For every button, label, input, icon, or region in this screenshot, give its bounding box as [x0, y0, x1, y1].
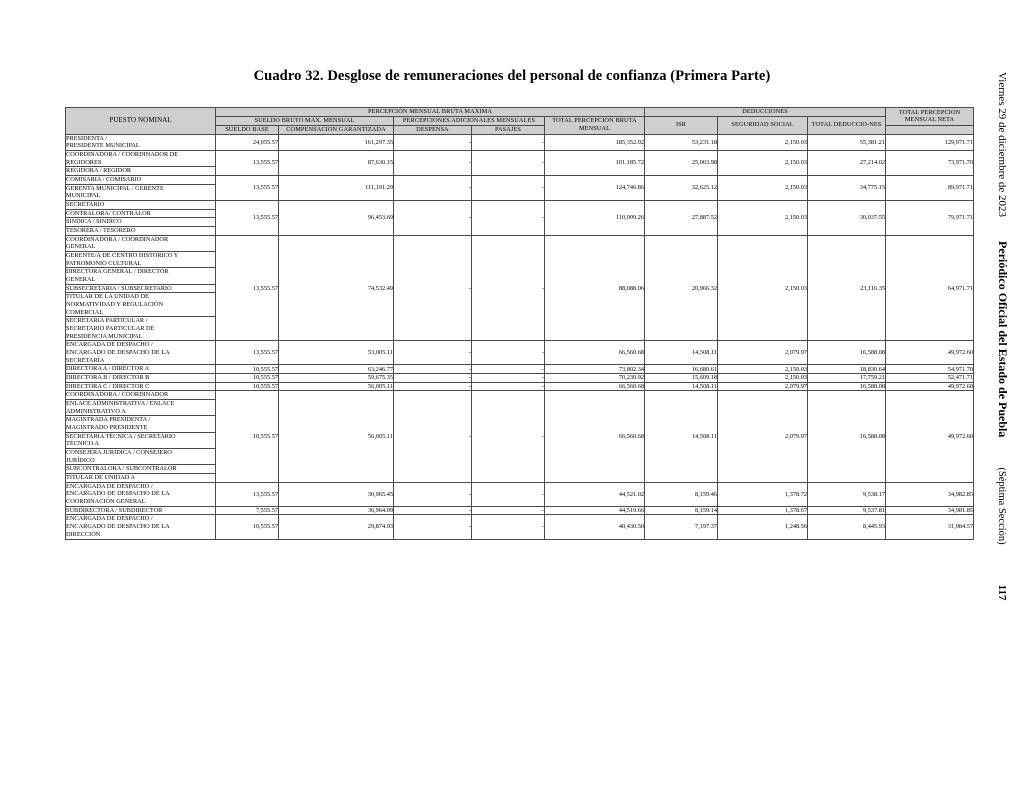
cell-compensacion-garantizada: 53,005.11	[279, 341, 394, 365]
cell-total-percepcion-bruta: 70,230.92	[545, 374, 645, 383]
cell-sueldo-base: 10,555.57	[216, 391, 279, 482]
cell-isr: 8,159.46	[645, 482, 718, 506]
cell-puesto-nominal: COMISARIA / COMISARIO	[66, 175, 216, 184]
table-header	[66, 108, 974, 135]
cell-total-percepcion-neta: 54,971.70	[886, 365, 974, 374]
cell-compensacion-garantizada: 59,675.35	[279, 374, 394, 383]
remuneration-table-container	[65, 107, 973, 540]
cell-isr: 16,680.61	[645, 365, 718, 374]
table-row	[66, 374, 974, 383]
cell-isr: 32,625.12	[645, 175, 718, 200]
cell-total-percepcion-neta: 49,972.60	[886, 382, 974, 391]
cell-total-deducciones: 17,759.21	[808, 374, 886, 383]
cell-total-percepcion-neta: 73,971.70	[886, 150, 974, 175]
cell-puesto-nominal: GERENTA MUNICIPAL / GERENTE MUNICIPAL	[66, 184, 216, 200]
cell-total-percepcion-bruta: 185,352.92	[545, 134, 645, 150]
cell-despensa: -	[394, 391, 472, 482]
margin-date: Viernes 29 de diciembre de 2023	[996, 72, 1008, 218]
cell-compensacion-garantizada: 96,453.69	[279, 200, 394, 235]
header-total-percepcion-neta: TOTAL PERCEPCION MENSUAL NETA	[886, 108, 974, 126]
cell-total-percepcion-neta: 52,471.71	[886, 374, 974, 383]
cell-pasajes: -	[472, 134, 545, 150]
header-compensacion-garantizada: COMPENSACION GARANTIZADA	[279, 125, 394, 134]
cell-total-percepcion-bruta: 40,430.50	[545, 515, 645, 539]
cell-seguridad-social: 2,079.97	[718, 341, 808, 365]
cell-pasajes: -	[472, 515, 545, 539]
cell-seguridad-social: 2,150.03	[718, 235, 808, 341]
cell-total-percepcion-bruta: 66,560.68	[545, 341, 645, 365]
cell-total-deducciones: 8,445.93	[808, 515, 886, 539]
margin-section: (Séptima Sección)	[996, 467, 1007, 545]
cell-total-percepcion-neta: 34,981.85	[886, 506, 974, 515]
table-row	[66, 515, 974, 539]
cell-puesto-nominal: TESORERA / TESORERO	[66, 226, 216, 235]
cell-despensa: -	[394, 200, 472, 235]
cell-total-percepcion-neta: 34,982.85	[886, 482, 974, 506]
cell-total-percepcion-bruta: 44,519.66	[545, 506, 645, 515]
table-row	[66, 134, 974, 150]
cell-puesto-nominal: SUBDIRECTORA / SUBDIRECTOR	[66, 506, 216, 515]
cell-compensacion-garantizada: 63,246.77	[279, 365, 394, 374]
cell-seguridad-social: 2,079.97	[718, 391, 808, 482]
cell-seguridad-social: 2,150.03	[718, 175, 808, 200]
page-margin-header	[980, 0, 1020, 792]
cell-despensa: -	[394, 506, 472, 515]
cell-puesto-nominal: SUBSECRETARIA / SUBSECRETARIO	[66, 284, 216, 293]
cell-total-deducciones: 16,588.08	[808, 341, 886, 365]
cell-pasajes: -	[472, 235, 545, 341]
cell-total-percepcion-bruta: 44,521.02	[545, 482, 645, 506]
cell-isr: 25,063.98	[645, 150, 718, 175]
table-row	[66, 382, 974, 391]
cell-despensa: -	[394, 175, 472, 200]
cell-puesto-nominal: SUBCONTRALORA / SUBCONTRALOR	[66, 465, 216, 474]
header-puesto-nominal: PUESTO NOMINAL	[66, 108, 216, 135]
cell-total-deducciones: 27,214.02	[808, 150, 886, 175]
cell-puesto-nominal: ENLACE ADMINISTRATIVA / ENLACE ADMINISTRATIVO A	[66, 400, 216, 416]
cell-total-percepcion-neta: 49,972.60	[886, 341, 974, 365]
cell-seguridad-social: 2,150.03	[718, 134, 808, 150]
cell-puesto-nominal: CONSEJERA JURÍDICA / CONSEJERO JURÍDICO	[66, 449, 216, 465]
table-row	[66, 341, 974, 365]
cell-compensacion-garantizada: 56,005.11	[279, 391, 394, 482]
cell-puesto-nominal: SINDICA / SINDICO	[66, 218, 216, 227]
table-row	[66, 391, 974, 400]
table-row	[66, 365, 974, 374]
cell-pasajes: -	[472, 391, 545, 482]
cell-total-percepcion-bruta: 101,185.72	[545, 150, 645, 175]
cell-sueldo-base: 10,555.57	[216, 365, 279, 374]
cell-sueldo-base: 13,555.57	[216, 200, 279, 235]
cell-total-percepcion-neta: 64,971.71	[886, 235, 974, 341]
cell-total-deducciones: 18,830.64	[808, 365, 886, 374]
header-row-1	[66, 108, 974, 117]
cell-puesto-nominal: GERENTE/A DE CENTRO HISTORICO Y PATROMONIO CULTURAL	[66, 251, 216, 267]
cell-total-deducciones: 9,537.81	[808, 506, 886, 515]
cell-puesto-nominal: DIRECTORA A / DIRECTOR A	[66, 365, 216, 374]
cell-total-percepcion-bruta: 110,009.26	[545, 200, 645, 235]
header-sueldo-base: SUELDO BASE	[216, 125, 279, 134]
header-seguridad-social: SEGURIDAD SOCIAL	[718, 116, 808, 134]
cell-compensacion-garantizada: 29,874.93	[279, 515, 394, 539]
cell-total-percepcion-neta: 129,971.71	[886, 134, 974, 150]
cell-isr: 14,508.11	[645, 382, 718, 391]
page-title: Cuadro 32. Desglose de remuneraciones del personal de confianza (Primera Parte)	[253, 68, 771, 84]
margin-page-number: 117	[996, 584, 1008, 601]
cell-puesto-nominal: ENCARGADA DE DESPACHO / ENCARGADO DE DESPACHO DE LA COORDINACIÓN GENERAL	[66, 482, 216, 506]
cell-puesto-nominal: SECRETARIO	[66, 200, 216, 209]
cell-sueldo-base: 10,555.57	[216, 515, 279, 539]
cell-puesto-nominal: COORDINADORA / COORDINADOR GENERAL	[66, 235, 216, 251]
cell-despensa: -	[394, 134, 472, 150]
cell-puesto-nominal: PRESIDENTA / PRESIDENTE MUNICIPAL	[66, 134, 216, 150]
cell-despensa: -	[394, 150, 472, 175]
table-row	[66, 235, 974, 251]
cell-despensa: -	[394, 382, 472, 391]
cell-sueldo-base: 13,555.57	[216, 175, 279, 200]
cell-total-deducciones: 9,538.17	[808, 482, 886, 506]
cell-seguridad-social: 2,150.03	[718, 365, 808, 374]
cell-compensacion-garantizada: 74,532.49	[279, 235, 394, 341]
cell-puesto-nominal: DIRECTORA B / DIRECTOR B	[66, 374, 216, 383]
header-deducciones: DEDUCCIONES	[645, 108, 886, 117]
cell-pasajes: -	[472, 482, 545, 506]
cell-total-percepcion-bruta: 66,560.68	[545, 382, 645, 391]
table-row	[66, 482, 974, 506]
cell-isr: 53,231.18	[645, 134, 718, 150]
cell-total-percepcion-neta: 49,972.60	[886, 391, 974, 482]
header-sueldo-bruto-max: SUELDO BRUTO MAX. MENSUAL	[216, 116, 394, 125]
cell-pasajes: -	[472, 150, 545, 175]
header-percepciones-adicionales: PERCEPCIONES ADICIONALES MENSUALES	[394, 116, 545, 125]
cell-sueldo-base: 10,555.57	[216, 374, 279, 383]
cell-sueldo-base: 13,555.57	[216, 150, 279, 175]
cell-puesto-nominal: REGIDORA / REGIDOR	[66, 167, 216, 176]
cell-seguridad-social: 2,150.03	[718, 374, 808, 383]
cell-sueldo-base: 7,555.57	[216, 506, 279, 515]
cell-compensacion-garantizada: 56,005.11	[279, 382, 394, 391]
header-total-percepcion-bruta: TOTAL PERCEPCION BRUTA MENSUAL	[545, 116, 645, 134]
table-row	[66, 150, 974, 166]
header-total-percepcion-neta-spacer	[886, 125, 974, 134]
cell-total-deducciones: 16,588.08	[808, 391, 886, 482]
cell-sueldo-base: 13,555.57	[216, 341, 279, 365]
cell-total-percepcion-neta: 79,971.71	[886, 200, 974, 235]
cell-puesto-nominal: COORDINADORA / COORDINADOR DE REGIDORES	[66, 150, 216, 166]
cell-puesto-nominal: SECRETARIA PARTICULAR / SECRETARIO PARTICULAR DE PRESIDENCIA MUNICIPAL	[66, 317, 216, 341]
cell-isr: 27,887.52	[645, 200, 718, 235]
margin-publication-title: Periódico Oficial del Estado de Puebla	[996, 241, 1010, 438]
cell-despensa: -	[394, 374, 472, 383]
cell-seguridad-social: 1,378.72	[718, 482, 808, 506]
header-despensa: DESPENSA	[394, 125, 472, 134]
cell-puesto-nominal: DIRECTORA GENERAL / DIRECTOR GENERAL	[66, 268, 216, 284]
table-row	[66, 175, 974, 184]
remuneration-table	[65, 107, 974, 540]
header-isr: ISR	[645, 116, 718, 134]
cell-puesto-nominal: SECRETARIA TÉCNICA / SECRETARIO TÉCNICO A	[66, 432, 216, 448]
header-pasajes: PASAJES	[472, 125, 545, 134]
cell-seguridad-social: 1,248.56	[718, 515, 808, 539]
cell-puesto-nominal: DIRECTORA C / DIRECTOR C	[66, 382, 216, 391]
cell-sueldo-base: 13,555.57	[216, 235, 279, 341]
cell-pasajes: -	[472, 365, 545, 374]
cell-total-deducciones: 55,381.21	[808, 134, 886, 150]
table-body	[66, 134, 974, 539]
cell-pasajes: -	[472, 506, 545, 515]
cell-pasajes: -	[472, 175, 545, 200]
cell-seguridad-social: 2,150.03	[718, 150, 808, 175]
header-total-deducciones: TOTAL DEDUCCIO-NES	[808, 116, 886, 134]
cell-total-percepcion-bruta: 73,802.34	[545, 365, 645, 374]
cell-total-percepcion-neta: 31,984.57	[886, 515, 974, 539]
cell-pasajes: -	[472, 200, 545, 235]
cell-isr: 20,966.32	[645, 235, 718, 341]
cell-puesto-nominal: COORDINADORA / COORDINADOR	[66, 391, 216, 400]
cell-isr: 7,197.37	[645, 515, 718, 539]
cell-isr: 14,508.11	[645, 341, 718, 365]
table-row	[66, 506, 974, 515]
cell-sueldo-base: 13,555.57	[216, 482, 279, 506]
cell-puesto-nominal: ENCARGADA DE DESPACHO / ENCARGADO DE DESPACHO DE LA DIRECCIÓN	[66, 515, 216, 539]
cell-compensacion-garantizada: 161,297.35	[279, 134, 394, 150]
cell-despensa: -	[394, 341, 472, 365]
cell-isr: 8,159.14	[645, 506, 718, 515]
cell-total-percepcion-neta: 89,971.71	[886, 175, 974, 200]
table-row	[66, 200, 974, 209]
cell-total-percepcion-bruta: 66,560.68	[545, 391, 645, 482]
cell-compensacion-garantizada: 87,630.15	[279, 150, 394, 175]
cell-puesto-nominal: MAGISTRADA PRESIDENTA / MAGISTRADO PRESIDENTE	[66, 416, 216, 432]
cell-isr: 15,609.18	[645, 374, 718, 383]
cell-pasajes: -	[472, 382, 545, 391]
cell-puesto-nominal: TITULAR DE LA UNIDAD DE NORMATIVIDAD Y REGULACIÓN COMERCIAL	[66, 293, 216, 317]
cell-total-deducciones: 23,116.35	[808, 235, 886, 341]
cell-compensacion-garantizada: 111,191.29	[279, 175, 394, 200]
cell-seguridad-social: 2,079.97	[718, 382, 808, 391]
cell-compensacion-garantizada: 36,964.09	[279, 506, 394, 515]
cell-total-deducciones: 34,775.15	[808, 175, 886, 200]
cell-pasajes: -	[472, 374, 545, 383]
cell-puesto-nominal: CONTRALORA/ CONTRALOR	[66, 209, 216, 218]
cell-sueldo-base: 10,555.57	[216, 382, 279, 391]
cell-despensa: -	[394, 235, 472, 341]
cell-total-percepcion-bruta: 88,088.06	[545, 235, 645, 341]
cell-despensa: -	[394, 365, 472, 374]
cell-isr: 14,508.11	[645, 391, 718, 482]
cell-puesto-nominal: TITULAR DE UNIDAD A	[66, 474, 216, 483]
cell-pasajes: -	[472, 341, 545, 365]
cell-sueldo-base: 24,055.57	[216, 134, 279, 150]
cell-despensa: -	[394, 482, 472, 506]
cell-total-deducciones: 30,037.55	[808, 200, 886, 235]
cell-compensacion-garantizada: 30,965.45	[279, 482, 394, 506]
cell-puesto-nominal: ENCARGADA DE DESPACHO / ENCARGADO DE DESPACHO DE LA SECRETARÍA	[66, 341, 216, 365]
cell-seguridad-social: 1,378.67	[718, 506, 808, 515]
header-percepcion-bruta-maxima: PERCEPCIÓN MENSUAL BRUTA MAXIMA	[216, 108, 645, 117]
cell-seguridad-social: 2,150.03	[718, 200, 808, 235]
cell-total-deducciones: 16,588.08	[808, 382, 886, 391]
cell-despensa: -	[394, 515, 472, 539]
cell-total-percepcion-bruta: 124,746.86	[545, 175, 645, 200]
